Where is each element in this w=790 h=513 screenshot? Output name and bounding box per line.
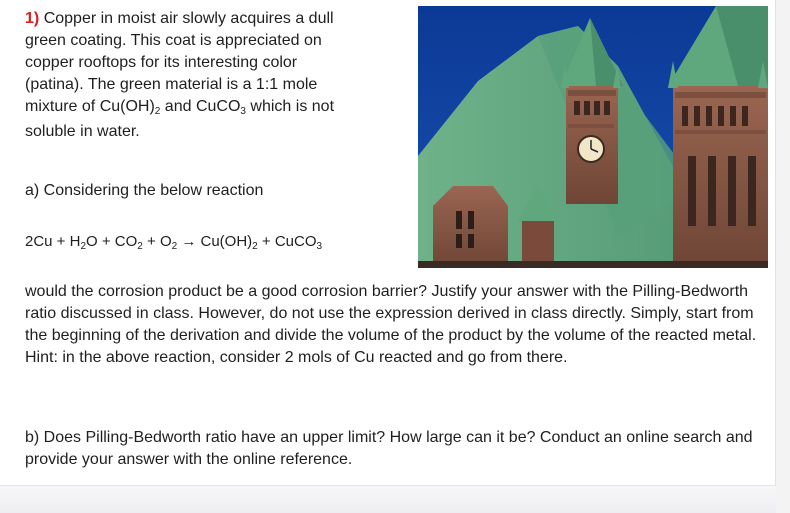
intro-line-3: copper rooftops for its interesting color <box>25 54 298 71</box>
intro-line-4: (patina). The green material is a 1:1 mole <box>25 76 318 93</box>
vertical-scrollbar[interactable] <box>775 0 790 513</box>
part-a-prompt: a) Considering the below reaction <box>25 182 264 199</box>
reaction-equation: $2Cu + H_2O + CO_2 + O_2 \to Cu(OH)_2$ + CuCO$_3$ <box>25 233 323 252</box>
intro-last-line: soluble in water. <box>25 123 140 140</box>
part-a-body: would the corrosion product be a good corrosion barrier? Justify your answer with the Pilling-Bedworth ratio discussed in class. However, do not use the expression derived in class directly. Simply, start from the beginning of the derivation and divide the volume of the product by the volume of the reacted metal. Hint: in the above reaction, consider 2 mols of Cu reacted and go from there. <box>25 283 757 366</box>
question-intro <box>25 8 405 143</box>
intro-line-1: Copper in moist air slowly acquires a dull <box>43 10 334 27</box>
page-bottom-bar <box>0 485 776 513</box>
part-b-body: b) Does Pilling-Bedworth ratio have an upper limit? How large can it be? Conduct an online search and provide your answer with the online reference. <box>25 429 753 468</box>
copper-roof-building-photo <box>418 6 768 268</box>
intro-line-2: green coating. This coat is appreciated on <box>25 32 322 49</box>
intro-formula-line: mixture of $Cu(OH)_2$ and CuCO$_3$ which is not <box>25 98 335 117</box>
question-number: 1) <box>25 10 40 27</box>
